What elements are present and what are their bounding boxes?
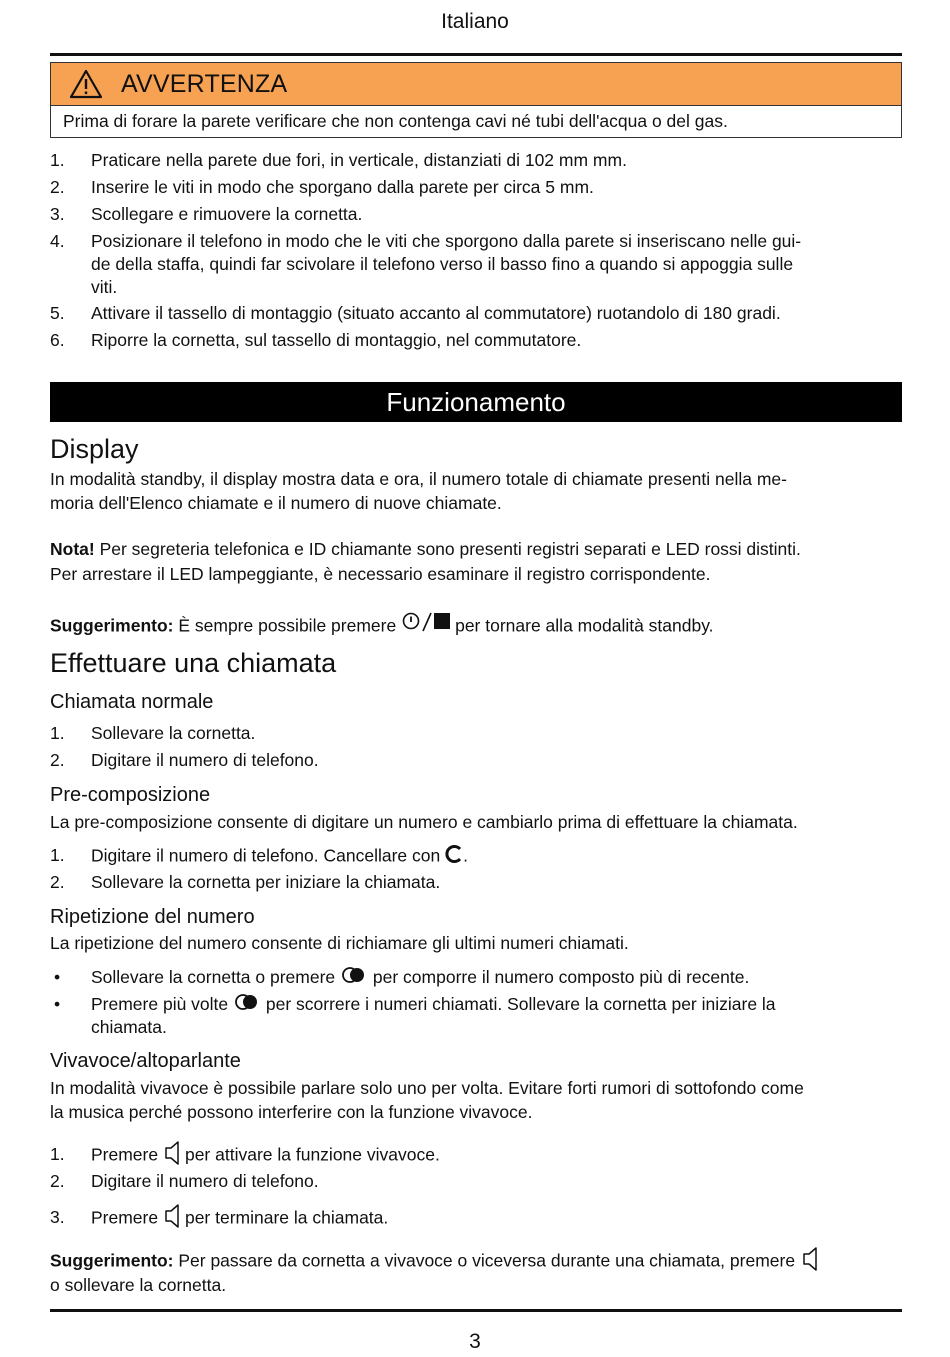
speaker-tip-line: o sollevare la cornetta. (50, 1275, 227, 1295)
display-paragraph-line: moria dell'Elenco chiamate e il numero di nuove chiamate. (50, 493, 502, 513)
warning-text: Prima di forare la parete verificare che non contenga cavi né tubi dell'acqua o del gas. (63, 111, 728, 131)
footer-rule (50, 1309, 902, 1312)
tip-line: Suggerimento: È sempre possibile premere per tornare alla modalità standby. (50, 612, 902, 642)
redial-icon (233, 993, 261, 1017)
tip-label: Suggerimento: (50, 615, 174, 636)
clear-c-icon (445, 844, 463, 870)
list-item: 2. Sollevare la cornetta per iniziare la chiamata. (50, 872, 441, 892)
note-label: Nota! (50, 539, 95, 559)
page-number: 3 (469, 1330, 481, 1353)
list-item: • Sollevare la cornetta o premere per comporre il numero composto più di recente. (50, 966, 902, 990)
list-item: 2. Digitare il numero di telefono. (50, 750, 319, 770)
redial-heading: Ripetizione del numero (50, 906, 255, 928)
header-rule (50, 53, 902, 56)
call-heading: Effettuare una chiamata (50, 648, 337, 678)
note-line: Nota! Per segreteria telefonica e ID chiamante sono presenti registri separati e LED rossi distinti. (50, 539, 801, 559)
speaker-icon (163, 1203, 185, 1235)
redial-paragraph: La ripetizione del numero consente di richiamare gli ultimi numeri chiamati. (50, 933, 629, 953)
list-item: • Premere più volte per scorrere i numeri chiamati. Sollevare la cornetta per iniziare la chiamata. (54, 994, 776, 1037)
list-item: 1. Praticare nella parete due fori, in verticale, distanziati di 102 mm mm. (50, 150, 627, 170)
warning-title: AVVERTENZA (121, 69, 288, 98)
speaker-paragraph-line: la musica perché possono interferire con la funzione vivavoce. (50, 1102, 533, 1122)
list-item: 3. Scollegare e rimuovere la cornetta. (50, 204, 363, 224)
page-header: Italiano (441, 10, 509, 33)
list-item: 5. Attivare il tassello di montaggio (situato accanto al commutatore) ruotandolo di 180 gradi. (50, 303, 781, 323)
list-item: 2. Inserire le viti in modo che sporgano dalla parete per circa 5 mm. (50, 177, 594, 197)
display-heading: Display (50, 434, 139, 464)
list-item: 4. Posizionare il telefono in modo che le viti che sporgono dalla parete si inseriscano nelle gui- de della staffa, quindi far scivolare il telefono verso il basso fino a quando si appoggia sulle viti. (50, 231, 802, 297)
display-paragraph-line: In modalità standby, il display mostra data e ora, il numero totale di chiamate presenti nella me- (50, 469, 787, 489)
speaker-icon (163, 1140, 185, 1172)
warning-header (51, 63, 901, 106)
section-title: Funzionamento (50, 382, 902, 422)
speaker-tip-line: Suggerimento: Per passare da cornetta a vivavoce o viceversa durante una chiamata, premere (50, 1246, 902, 1272)
list-item: 1. Premere per attivare la funzione vivavoce. (50, 1140, 902, 1168)
warning-triangle-icon (51, 69, 121, 99)
list-item: 2. Digitare il numero di telefono. (50, 1171, 319, 1191)
normal-call-heading: Chiamata normale (50, 691, 214, 713)
list-item: 3. Premere per terminare la chiamata. (50, 1203, 902, 1231)
speaker-paragraph-line: In modalità vivavoce è possibile parlare solo uno per volta. Evitare forti rumori di sottofondo come (50, 1078, 804, 1098)
list-item: 1. Digitare il numero di telefono. Cancellare con . (50, 844, 902, 868)
list-item: 1. Sollevare la cornetta. (50, 723, 256, 743)
standby-icon (401, 612, 455, 642)
warning-box (50, 62, 902, 138)
speaker-heading: Vivavoce/altoparlante (50, 1050, 241, 1072)
tip-label: Suggerimento: (50, 1250, 174, 1271)
predial-paragraph: La pre-composizione consente di digitare un numero e cambiarlo prima di effettuare la chiamata. (50, 812, 798, 832)
note-line: Per arrestare il LED lampeggiante, è necessario esaminare il registro corrispondente. (50, 564, 711, 584)
list-item: 6. Riporre la cornetta, sul tassello di montaggio, nel commutatore. (50, 330, 582, 350)
redial-icon (340, 966, 368, 990)
predial-heading: Pre-composizione (50, 784, 211, 806)
